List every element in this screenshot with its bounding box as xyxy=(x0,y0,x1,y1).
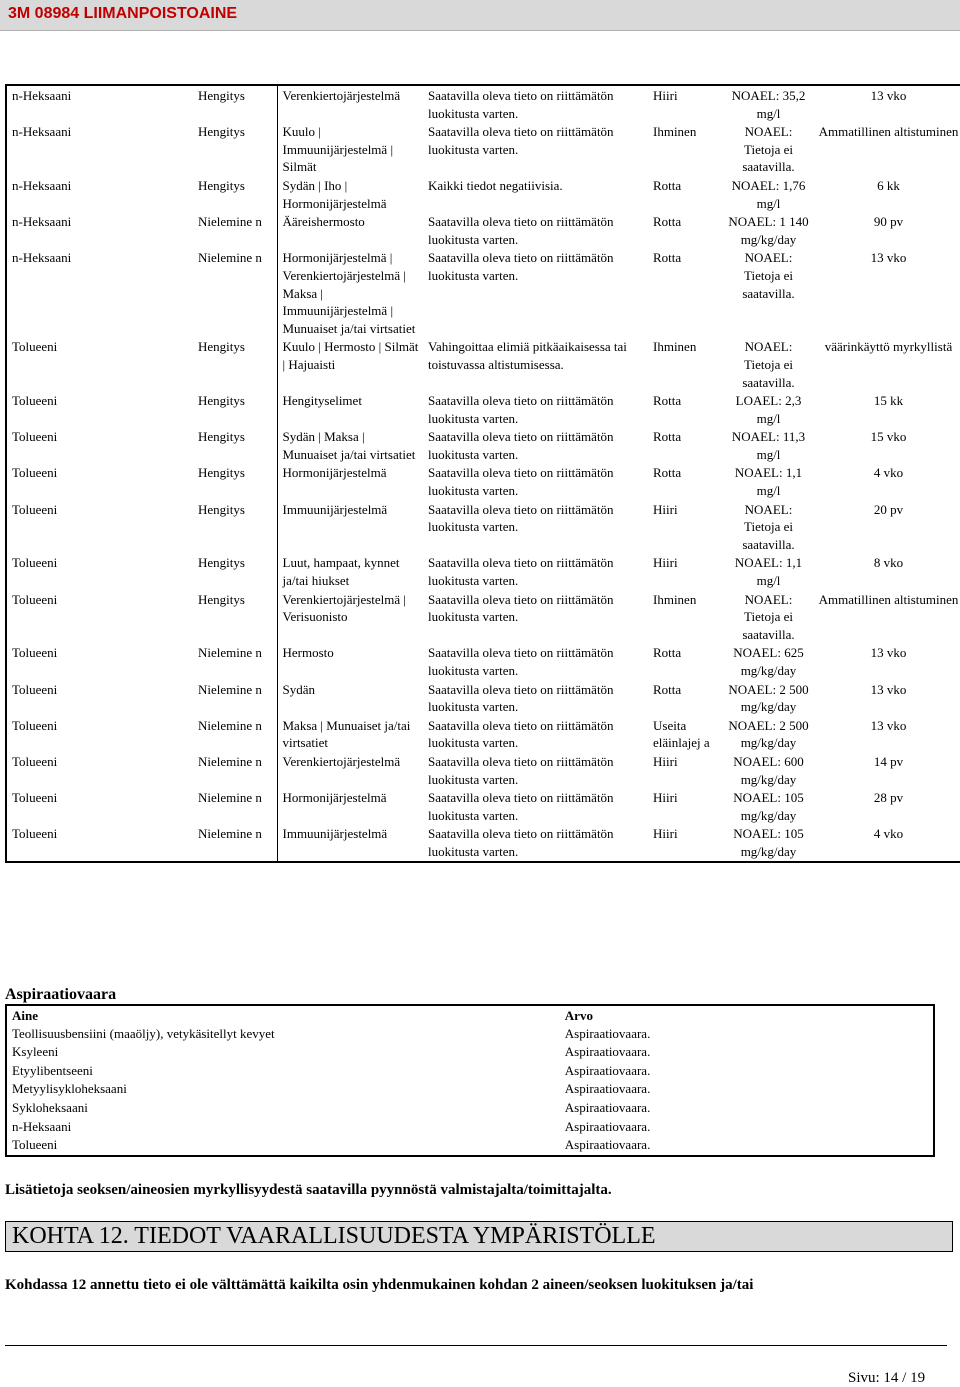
cell-species: Rotta xyxy=(653,645,682,661)
aspiration-substance: n-Heksaani xyxy=(12,1118,72,1134)
cell-organ: Sydän xyxy=(277,680,423,716)
cell-route: Nielemine n xyxy=(198,214,262,230)
cell-result: Vahingoittaa elimiä pitkäaikaisessa tai toistuvassa altistumisessa. xyxy=(428,339,627,372)
table-row xyxy=(6,463,960,499)
cell-route: Nielemine n xyxy=(198,717,262,733)
document-title: 3M 08984 LIIMANPOISTOAINE xyxy=(8,5,238,22)
table-row xyxy=(6,680,960,716)
cell-value: NOAEL: 2 500 mg/kg/day xyxy=(728,717,809,751)
cell-route: Hengitys xyxy=(198,88,245,103)
table-row xyxy=(6,85,960,122)
document-header xyxy=(0,0,960,31)
cell-species: Hiiri xyxy=(653,555,678,571)
cell-species: Hiiri xyxy=(653,501,678,517)
aspiration-row xyxy=(6,1062,934,1081)
cell-duration: 13 vko xyxy=(870,717,907,733)
cell-value: NOAEL: 35,2 mg/l xyxy=(731,88,806,121)
aspiration-substance: Etyylibentseeni xyxy=(12,1062,93,1078)
cell-substance: Tolueeni xyxy=(12,753,58,769)
aspiration-title: Aspiraatiovaara xyxy=(5,986,117,1003)
section-12-heading xyxy=(5,1221,953,1252)
cell-organ: Hermosto xyxy=(277,643,423,679)
cell-route: Hengitys xyxy=(198,465,245,481)
cell-duration: 13 vko xyxy=(870,681,907,697)
cell-duration: 14 pv xyxy=(873,753,904,769)
cell-substance: Tolueeni xyxy=(12,591,58,607)
cell-organ: Maksa | Munuaiset ja/tai virtsatiet xyxy=(277,716,423,752)
table-row xyxy=(6,643,960,679)
aspiration-row xyxy=(6,1080,934,1099)
cell-species: Rotta xyxy=(653,465,682,481)
cell-duration: 15 vko xyxy=(870,429,907,445)
aspiration-value: Aspiraatiovaara. xyxy=(564,1137,651,1153)
table-row xyxy=(6,176,960,212)
table-row xyxy=(6,590,960,644)
aspiration-value: Aspiraatiovaara. xyxy=(564,1081,651,1097)
cell-species: Hiiri xyxy=(653,826,678,842)
cell-result: Saatavilla oleva tieto on riittämätön luokitusta varten. xyxy=(428,753,614,787)
cell-route: Hengitys xyxy=(198,429,245,445)
aspiration-value: Aspiraatiovaara. xyxy=(564,1118,651,1134)
table-row xyxy=(6,427,960,463)
cell-route: Nielemine n xyxy=(198,681,262,697)
table-row xyxy=(6,500,960,554)
cell-result: Saatavilla oleva tieto on riittämätön luokitusta varten. xyxy=(428,681,614,715)
cell-organ: Sydän | Maksa | Munuaiset ja/tai virtsatiet xyxy=(277,427,423,463)
cell-result: Saatavilla oleva tieto on riittämätön luokitusta varten. xyxy=(428,790,614,823)
cell-route: Nielemine n xyxy=(198,753,262,769)
aspiration-table xyxy=(5,1004,935,1157)
table-row xyxy=(6,337,960,391)
cell-result: Saatavilla oleva tieto on riittämätön luokitusta varten. xyxy=(428,717,614,751)
aspiration-header-value: Arvo xyxy=(564,1007,593,1023)
cell-organ: Immuunijärjestelmä xyxy=(277,500,423,554)
cell-value: NOAEL: Tietoja ei saatavilla. xyxy=(742,339,795,390)
aspiration-substance: Sykloheksaani xyxy=(12,1099,88,1115)
cell-result: Saatavilla oleva tieto on riittämätön luokitusta varten. xyxy=(428,555,614,589)
cell-organ: Verenkiertojärjestelmä xyxy=(277,85,423,122)
cell-species: Hiiri xyxy=(653,88,678,103)
cell-organ: Verenkiertojärjestelmä | Verisuonisto xyxy=(277,590,423,644)
cell-substance: Tolueeni xyxy=(12,826,58,842)
cell-substance: Tolueeni xyxy=(12,339,58,355)
cell-species: Rotta xyxy=(653,429,682,445)
additional-info-note: Lisätietoja seoksen/aineosien myrkyllisyydestä saatavilla pyynnöstä valmistajalta/toimittajalta. xyxy=(5,1182,612,1198)
cell-organ: Luut, hampaat, kynnet ja/tai hiukset xyxy=(277,553,423,589)
cell-value: NOAEL: 1,1 mg/l xyxy=(734,555,803,589)
aspiration-value: Aspiraatiovaara. xyxy=(564,1025,651,1041)
cell-substance: n-Heksaani xyxy=(12,177,72,193)
cell-substance: Tolueeni xyxy=(12,681,58,697)
cell-duration: 15 kk xyxy=(873,393,904,409)
aspiration-value: Aspiraatiovaara. xyxy=(564,1062,651,1078)
cell-result: Saatavilla oleva tieto on riittämätön luokitusta varten. xyxy=(428,250,614,283)
cell-species: Ihminen xyxy=(653,591,697,607)
cell-substance: Tolueeni xyxy=(12,790,58,806)
cell-duration: 8 vko xyxy=(873,555,904,571)
cell-result: Saatavilla oleva tieto on riittämätön luokitusta varten. xyxy=(428,214,614,247)
cell-species: Rotta xyxy=(653,177,682,193)
cell-result: Saatavilla oleva tieto on riittämätön luokitusta varten. xyxy=(428,429,614,462)
cell-value: NOAEL: 1,1 mg/l xyxy=(734,465,803,499)
cell-duration: 90 pv xyxy=(873,214,904,230)
cell-result: Saatavilla oleva tieto on riittämätön luokitusta varten. xyxy=(428,591,614,625)
cell-duration: 13 vko xyxy=(870,88,907,103)
cell-organ: Hormonijärjestelmä xyxy=(277,463,423,499)
cell-result: Saatavilla oleva tieto on riittämätön luokitusta varten. xyxy=(428,88,614,121)
cell-substance: n-Heksaani xyxy=(12,124,72,140)
cell-organ: Hormonijärjestelmä xyxy=(277,788,423,824)
table-row xyxy=(6,391,960,427)
cell-organ: Verenkiertojärjestelmä xyxy=(277,752,423,788)
cell-substance: Tolueeni xyxy=(12,645,58,661)
cell-value: NOAEL: 105 mg/kg/day xyxy=(733,790,804,823)
aspiration-substance: Metyylisykloheksaani xyxy=(12,1081,127,1097)
table-row xyxy=(6,553,960,589)
cell-organ: Hengityselimet xyxy=(277,391,423,427)
table-row xyxy=(6,752,960,788)
cell-value: NOAEL: 1 140 mg/kg/day xyxy=(728,214,809,247)
cell-route: Nielemine n xyxy=(198,250,262,266)
page-number: Sivu: 14 / 19 xyxy=(848,1370,926,1386)
cell-substance: Tolueeni xyxy=(12,465,58,481)
cell-value: NOAEL: Tietoja ei saatavilla. xyxy=(742,124,795,175)
cell-value: NOAEL: 105 mg/kg/day xyxy=(733,826,804,859)
cell-substance: Tolueeni xyxy=(12,717,58,733)
section-12-text: Kohdassa 12 annettu tieto ei ole välttämättä kaikilta osin yhdenmukainen kohdan 2 aineen/seoksen luokituksen ja/tai xyxy=(5,1277,754,1293)
aspiration-substance: Tolueeni xyxy=(12,1137,58,1153)
cell-substance: n-Heksaani xyxy=(12,250,72,266)
table-row xyxy=(6,788,960,824)
cell-substance: Tolueeni xyxy=(12,555,58,571)
cell-result: Saatavilla oleva tieto on riittämätön luokitusta varten. xyxy=(428,124,614,157)
cell-duration: 13 vko xyxy=(870,250,907,266)
aspiration-row xyxy=(6,1025,934,1044)
aspiration-row xyxy=(6,1099,934,1118)
cell-species: Hiiri xyxy=(653,753,678,769)
cell-species: Useita eläinlajej a xyxy=(653,717,710,751)
table-row xyxy=(6,122,960,176)
cell-result: Saatavilla oleva tieto on riittämätön luokitusta varten. xyxy=(428,393,614,426)
cell-species: Rotta xyxy=(653,214,682,230)
table-row xyxy=(6,824,960,861)
cell-duration: 4 vko xyxy=(873,826,904,842)
repeated-exposure-table xyxy=(5,84,960,863)
cell-route: Nielemine n xyxy=(198,645,262,661)
aspiration-header-substance: Aine xyxy=(12,1007,38,1023)
aspiration-header-row xyxy=(6,1005,934,1025)
cell-result: Saatavilla oleva tieto on riittämätön luokitusta varten. xyxy=(428,501,614,535)
cell-organ: Kuulo | Hermosto | Silmät | Hajuaisti xyxy=(277,337,423,391)
cell-route: Hengitys xyxy=(198,393,245,409)
table-row xyxy=(6,716,960,752)
aspiration-substance: Ksyleeni xyxy=(12,1044,59,1060)
cell-result: Kaikki tiedot negatiivisia. xyxy=(428,177,563,193)
cell-value: NOAEL: Tietoja ei saatavilla. xyxy=(742,501,795,552)
cell-duration: Ammatillinen altistuminen xyxy=(818,124,959,140)
cell-organ: Hormonijärjestelmä | Verenkiertojärjestelmä | Maksa | Immuunijärjestelmä | Munuaiset ja/tai virtsatiet xyxy=(277,248,423,337)
cell-species: Rotta xyxy=(653,393,682,409)
footer-divider xyxy=(5,1345,947,1346)
cell-value: NOAEL: 1,76 mg/l xyxy=(731,177,806,211)
cell-route: Hengitys xyxy=(198,501,245,517)
cell-value: NOAEL: 600 mg/kg/day xyxy=(733,753,804,787)
cell-organ: Sydän | Iho | Hormonijärjestelmä xyxy=(277,176,423,212)
table-row xyxy=(6,212,960,248)
cell-value: NOAEL: 11,3 mg/l xyxy=(731,429,806,462)
cell-route: Hengitys xyxy=(198,591,245,607)
cell-result: Saatavilla oleva tieto on riittämätön luokitusta varten. xyxy=(428,465,614,499)
cell-substance: Tolueeni xyxy=(12,429,58,445)
aspiration-value: Aspiraatiovaara. xyxy=(564,1099,651,1115)
cell-value: NOAEL: 625 mg/kg/day xyxy=(733,645,804,678)
cell-duration: Ammatillinen altistuminen xyxy=(818,591,959,607)
cell-route: Hengitys xyxy=(198,177,245,193)
cell-route: Hengitys xyxy=(198,124,245,140)
cell-duration: 28 pv xyxy=(873,790,904,806)
cell-route: Hengitys xyxy=(198,555,245,571)
cell-species: Rotta xyxy=(653,681,682,697)
aspiration-value: Aspiraatiovaara. xyxy=(564,1044,651,1060)
aspiration-row xyxy=(6,1043,934,1062)
cell-substance: n-Heksaani xyxy=(12,214,72,230)
cell-duration: 13 vko xyxy=(870,645,907,661)
cell-value: NOAEL: Tietoja ei saatavilla. xyxy=(742,591,795,642)
cell-route: Nielemine n xyxy=(198,826,262,842)
cell-result: Saatavilla oleva tieto on riittämätön luokitusta varten. xyxy=(428,645,614,678)
aspiration-substance: Teollisuusbensiini (maaöljy), vetykäsitellyt kevyet xyxy=(12,1025,275,1041)
aspiration-row xyxy=(6,1136,934,1156)
cell-duration: 4 vko xyxy=(873,465,904,481)
cell-value: NOAEL: Tietoja ei saatavilla. xyxy=(742,250,795,301)
cell-value: LOAEL: 2,3 mg/l xyxy=(735,393,802,426)
cell-result: Saatavilla oleva tieto on riittämätön luokitusta varten. xyxy=(428,826,614,859)
cell-substance: n-Heksaani xyxy=(12,88,72,103)
cell-route: Nielemine n xyxy=(198,790,262,806)
cell-duration: 6 kk xyxy=(877,177,900,193)
cell-duration: väärinkäyttö myrkyllistä xyxy=(824,339,953,355)
cell-species: Ihminen xyxy=(653,339,697,355)
cell-organ: Kuulo | Immuunijärjestelmä | Silmät xyxy=(277,122,423,176)
cell-organ: Ääreishermosto xyxy=(277,212,423,248)
cell-species: Hiiri xyxy=(653,790,678,806)
cell-substance: Tolueeni xyxy=(12,393,58,409)
cell-species: Ihminen xyxy=(653,124,697,140)
aspiration-row xyxy=(6,1118,934,1137)
cell-duration: 20 pv xyxy=(873,501,904,517)
cell-route: Hengitys xyxy=(198,339,245,355)
cell-organ: Immuunijärjestelmä xyxy=(277,824,423,861)
table-row xyxy=(6,248,960,337)
cell-substance: Tolueeni xyxy=(12,501,58,517)
cell-species: Rotta xyxy=(653,250,682,266)
section-12-title: KOHTA 12. TIEDOT VAARALLISUUDESTA YMPÄRISTÖLLE xyxy=(12,1223,656,1249)
cell-value: NOAEL: 2 500 mg/kg/day xyxy=(728,681,809,715)
